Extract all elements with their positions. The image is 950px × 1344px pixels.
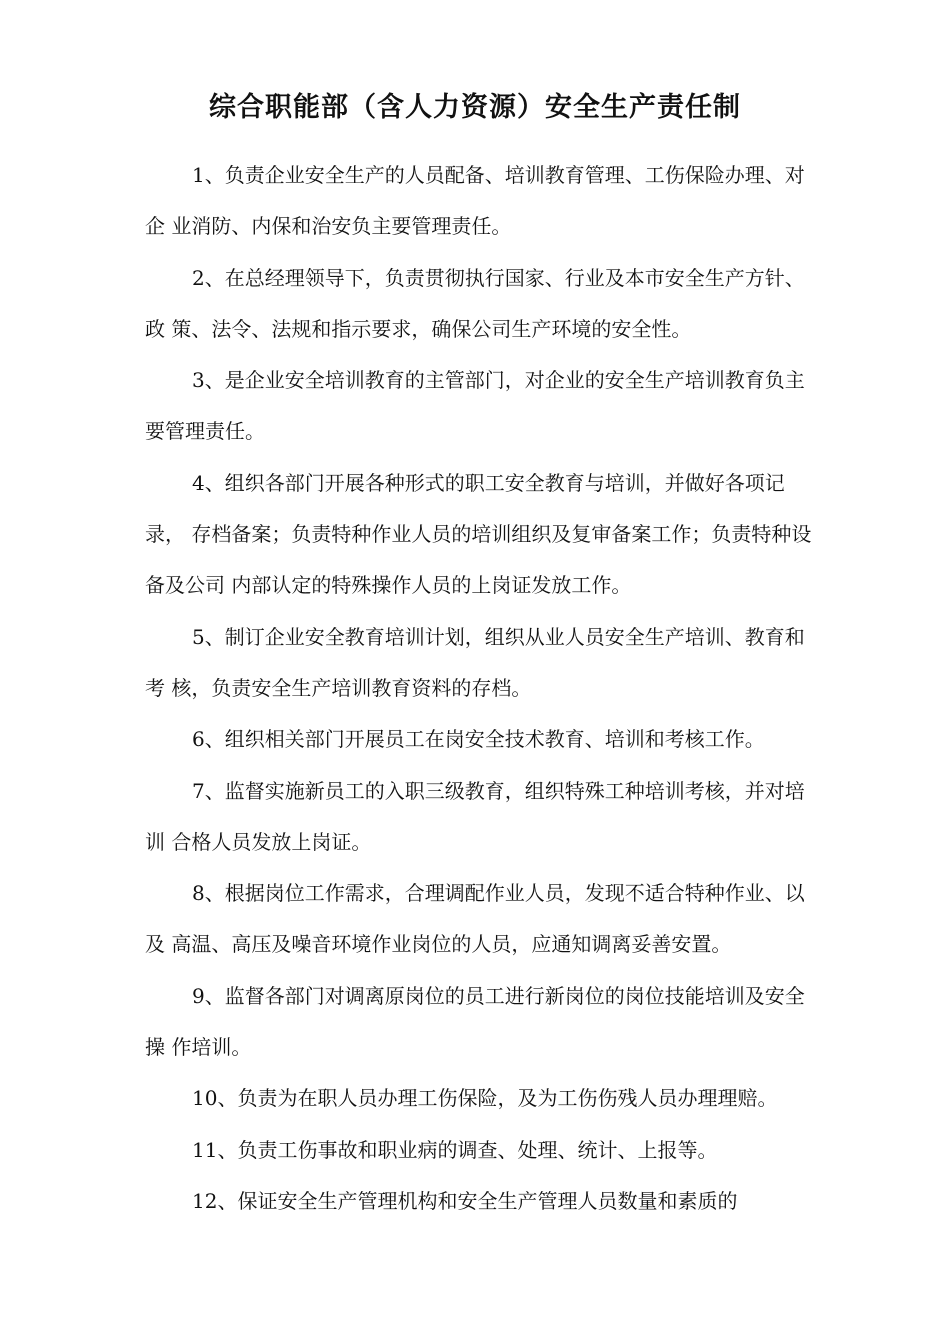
paragraph-3: 3、是企业安全培训教育的主管部门，对企业的安全生产培训教育负主要管理责任。 [145, 368, 805, 444]
paragraph-1: 1、负责企业安全生产的人员配备、培训教育管理、工伤保险办理、对企 业消防、内保和治安负主要管理责任。 [145, 163, 805, 239]
paragraph-5: 5、制订企业安全教育培训计划，组织从业人员安全生产培训、教育和考 核，负责安全生产培训教育资料的存档。 [145, 624, 805, 700]
paragraph-12: 12、保证安全生产管理机构和安全生产管理人员数量和素质的 [192, 1188, 738, 1213]
paragraph-4: 4、组织各部门开展各种形式的职工安全教育与培训，并做好各项记录， 存档备案；负责特种作业人员的培训组织及复审备案工作；负责特种设备及公司 内部认定的特殊操作人员的上岗证发放工作。 [145, 470, 812, 598]
paragraph-10: 10、负责为在职人员办理工伤保险，及为工伤伤残人员办理理赔。 [192, 1086, 778, 1111]
paragraph-11: 11、负责工伤事故和职业病的调查、处理、统计、上报等。 [192, 1137, 718, 1162]
paragraph-2: 2、在总经理领导下，负责贯彻执行国家、行业及本市安全生产方针、政 策、法令、法规和指示要求，确保公司生产环境的安全性。 [145, 265, 805, 341]
paragraph-8: 8、根据岗位工作需求，合理调配作业人员，发现不适合特种作业、以及 高温、高压及噪音环境作业岗位的人员，应通知调离妥善安置。 [145, 881, 805, 957]
document-body [145, 150, 813, 1227]
paragraph-7: 7、监督实施新员工的入职三级教育，组织特殊工种培训考核，并对培训 合格人员发放上岗证。 [145, 778, 805, 854]
page-title: 综合职能部（含人力资源）安全生产责任制 [209, 92, 741, 123]
paragraph-9: 9、监督各部门对调离原岗位的员工进行新岗位的岗位技能培训及安全操 作培训。 [145, 983, 805, 1060]
paragraph-6: 6、组织相关部门开展员工在岗安全技术教育、培训和考核工作。 [192, 727, 765, 752]
